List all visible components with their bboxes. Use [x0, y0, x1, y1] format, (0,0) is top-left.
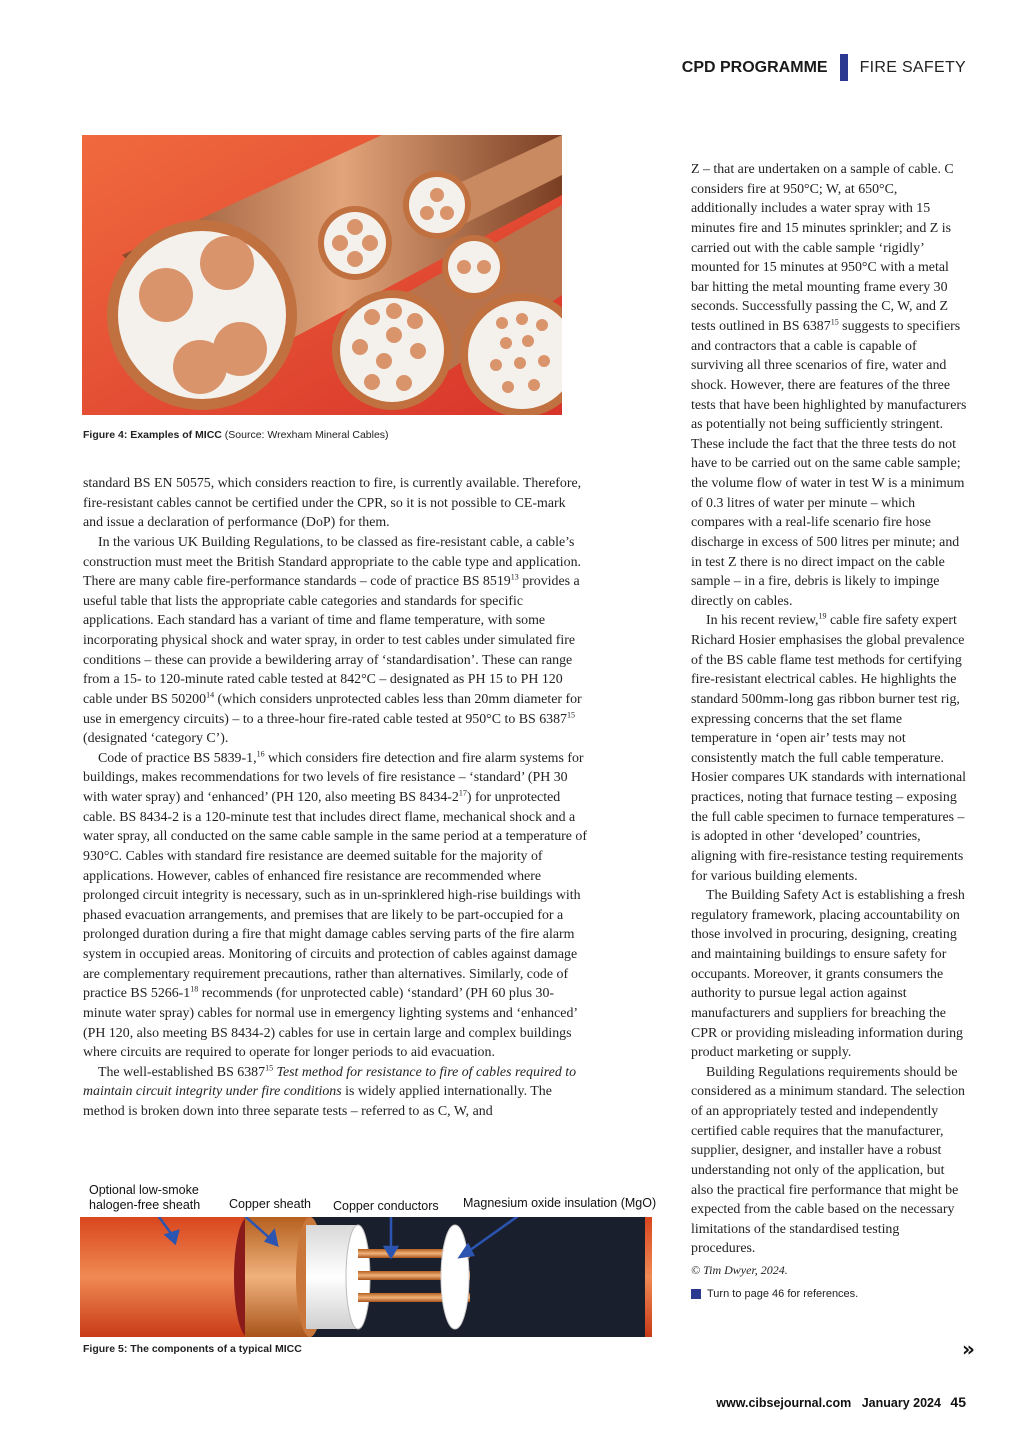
- page-number: 45: [950, 1394, 966, 1410]
- cable-small-b: [403, 171, 471, 239]
- label-mgo-insulation: Magnesium oxide insulation (MgO): [463, 1196, 657, 1210]
- page-header: [682, 54, 966, 81]
- issue-date: January 2024: [861, 1396, 941, 1410]
- section-title: FIRE SAFETY: [859, 58, 966, 76]
- references-link[interactable]: [691, 1285, 967, 1305]
- mgo-ring: [441, 1225, 469, 1329]
- left-paragraph-4: The well-established BS 6387$^{15}$ Test method for resistance to fire of cables required to maintain circuit integrity under fire conditions is widely applied internationally. The method is broken down into three separate tests – referred to as C, W, and: [83, 1063, 577, 1119]
- figure4-caption: [83, 429, 389, 441]
- page-footer: [716, 1394, 966, 1410]
- figure4-source: (Source: Wrexham Mineral Cables): [221, 429, 389, 441]
- label-copper-conductors: Copper conductors: [333, 1199, 439, 1213]
- micc-cables-photo: [82, 135, 562, 415]
- author-signature: © Tim Dwyer, 2024.: [691, 1263, 788, 1277]
- journal-url[interactable]: www.cibsejournal.com: [716, 1396, 852, 1410]
- square-bullet-icon: [691, 1289, 701, 1299]
- cable-small-c: [442, 235, 506, 299]
- section-programme: CPD PROGRAMME: [681, 58, 828, 76]
- right-paragraph-3: The Building Safety Act is establishing a fresh regulatory framework, placing accountability on those involved in procuring, designing, creating and maintaining buildings to ensure safety for occupants. Moreover, it grants consumers the authority to pursue legal action against manufacturers and suppliers for breaching the CPR or providing misleading information during product marketing or supply.: [691, 888, 965, 1061]
- left-paragraph-3: Code of practice BS 5839-1,16 which considers fire detection and fire alarm systems for buildings, makes recommendations for two levels of fire resistance – ‘standard’ (PH 30 with water spray) and ‘enhanced’ (PH 120, also meeting BS $8434-2^{17}$) for unprotected cable. BS 8434-2 is a 120-minute test that includes direct flame, mechanical shock and a water spray, all conducted on the same cable sample in the same period at a temperature of 930°C. Cables with standard fire resistance are deemed suitable for the majority of applications. However, cables of enhanced fire resistance are recommended where prolonged circuit integrity is necessary, such as in un-sprinklered high-rise buildings with phased evacuation arrangements, and premises that are likely to be part-occupied for a prolonged duration during a fire that might damage cables serving parts of the fire alarm system in occupied areas. Monitoring of circuits and protection of cables against damage are complementary requirement precautions, rather than alternatives. Similarly, code of practice BS $5266-1^{18}$ recommends (for unprotected cable) ‘standard’ (PH 60 plus 30-minute water spray) cables for normal use in emergency lighting systems and ‘enhanced’ (PH 120, also meeting BS 8434-2) cables for use in certain large and complex buildings where circuits are required to operate for longer periods to aid evacuation.: [83, 749, 587, 1061]
- figure4-label: Figure 4: Examples of MICC: [83, 429, 222, 441]
- micc-components-diagram: [80, 1217, 652, 1337]
- figure5-caption: Figure 5: The components of a typical MICC: [83, 1343, 302, 1355]
- right-paragraph-2: In his recent review,$^{19}$ cable fire safety expert Richard Hosier emphasises the global prevalence of the BS cable flame test methods for certifying fire-resistant electrical cables. He highlights the standard 500mm-long gas ribbon burner test rig, expressing concerns that the set flame temperature in ‘open air’ tests may not consistently match the full cable temperature. Hosier compares UK standards with international practices, noting that furnace testing – exposing the full cable specimen to furnace temperatures – is adopted in other ‘developed’ countries, aligning with fire-resistance testing requirements for various building elements.: [691, 611, 967, 884]
- header-divider: [840, 54, 848, 81]
- left-paragraph-2: In the various UK Building Regulations, to be classed as fire-resistant cable, a cable’s construction must meet the British Standard appropriate to the cable type and application. There are many cable fire-performance standards – code of practice BS 8519$^{13}$ provides a useful table that lists the appropriate cable categories and standards for specific applications. Each standard has a variant of time and flame temperature, with some incorporating physical shock and water spray, in order to test cables under simulated fire conditions – these can provide a bewildering array of ‘standardisation’. These can range from a 15- to 120-minute rated cable tested at 842°C – designated as PH 15 to PH 120 cable under BS 50200$^{14}$ (which considers unprotected cables less than 20mm diameter for use in emergency circuits) – to a three-hour fire-rated cable tested at 950°C to BS 6387$^{15}$ (designated ‘category C’).: [83, 534, 582, 747]
- right-column: [691, 160, 967, 1304]
- cable-medium-a: [332, 290, 452, 410]
- right-paragraph-1: Z – that are undertaken on a sample of cable. C considers fire at 950°C; W, at 650°C, additionally includes a water spray with 15 minutes fire and 15 minutes sprinkler; and Z is carried out with the cable sample ‘rigidly’ mounted for 15 minutes at 950°C with a metal bar hitting the metal mounting frame every 30 seconds. Successfully passing the C, W, and Z tests outlined in BS 6387$^{15}$ suggests to specifiers and contractors that a cable is capable of surviving all three scenarios of fire, water and shock. However, there are features of the three tests that have been highlighted by manufacturers as potentially not being sufficiently stringent. These include the fact that the three tests do not have to be carried out on the same cable sample; the volume flow of water in test W is a minimum of 0.3 litres of water per minute – which compares with a real-life scenario fire hose discharge in excess of 500 litres per minute; and in test Z there is no direct impact on the cable sample – in a fire, debris is likely to impinge directly on cables.: [691, 162, 967, 609]
- left-column: [83, 474, 588, 1122]
- cable-large: [107, 220, 297, 410]
- continue-chevron-icon: »: [962, 1337, 975, 1361]
- references-text: Turn to page 46 for references.: [707, 1287, 859, 1300]
- left-paragraph-1: standard BS EN 50575, which considers reaction to fire, is currently available. Therefore, fire-resistant cables cannot be certified under the CPR, so it is not possible to CE-mark and issue a declaration of performance (DoP) for them.: [83, 476, 582, 531]
- cable-small-a: [318, 206, 392, 280]
- label-copper-sheath: Copper sheath: [229, 1197, 312, 1211]
- label-sheath: Optional low-smoke halogen-free sheath: [89, 1183, 201, 1212]
- right-paragraph-4: Building Regulations requirements should be considered as a minimum standard. The selection of an appropriately tested and independently certified cable requires that the manufacturer, supplier, designer, and installer have a robust understanding not only of the application, but also the practical fire performance that might be expected from the cable based on the necessary limitations of the standardised testing procedures.: [691, 1064, 966, 1257]
